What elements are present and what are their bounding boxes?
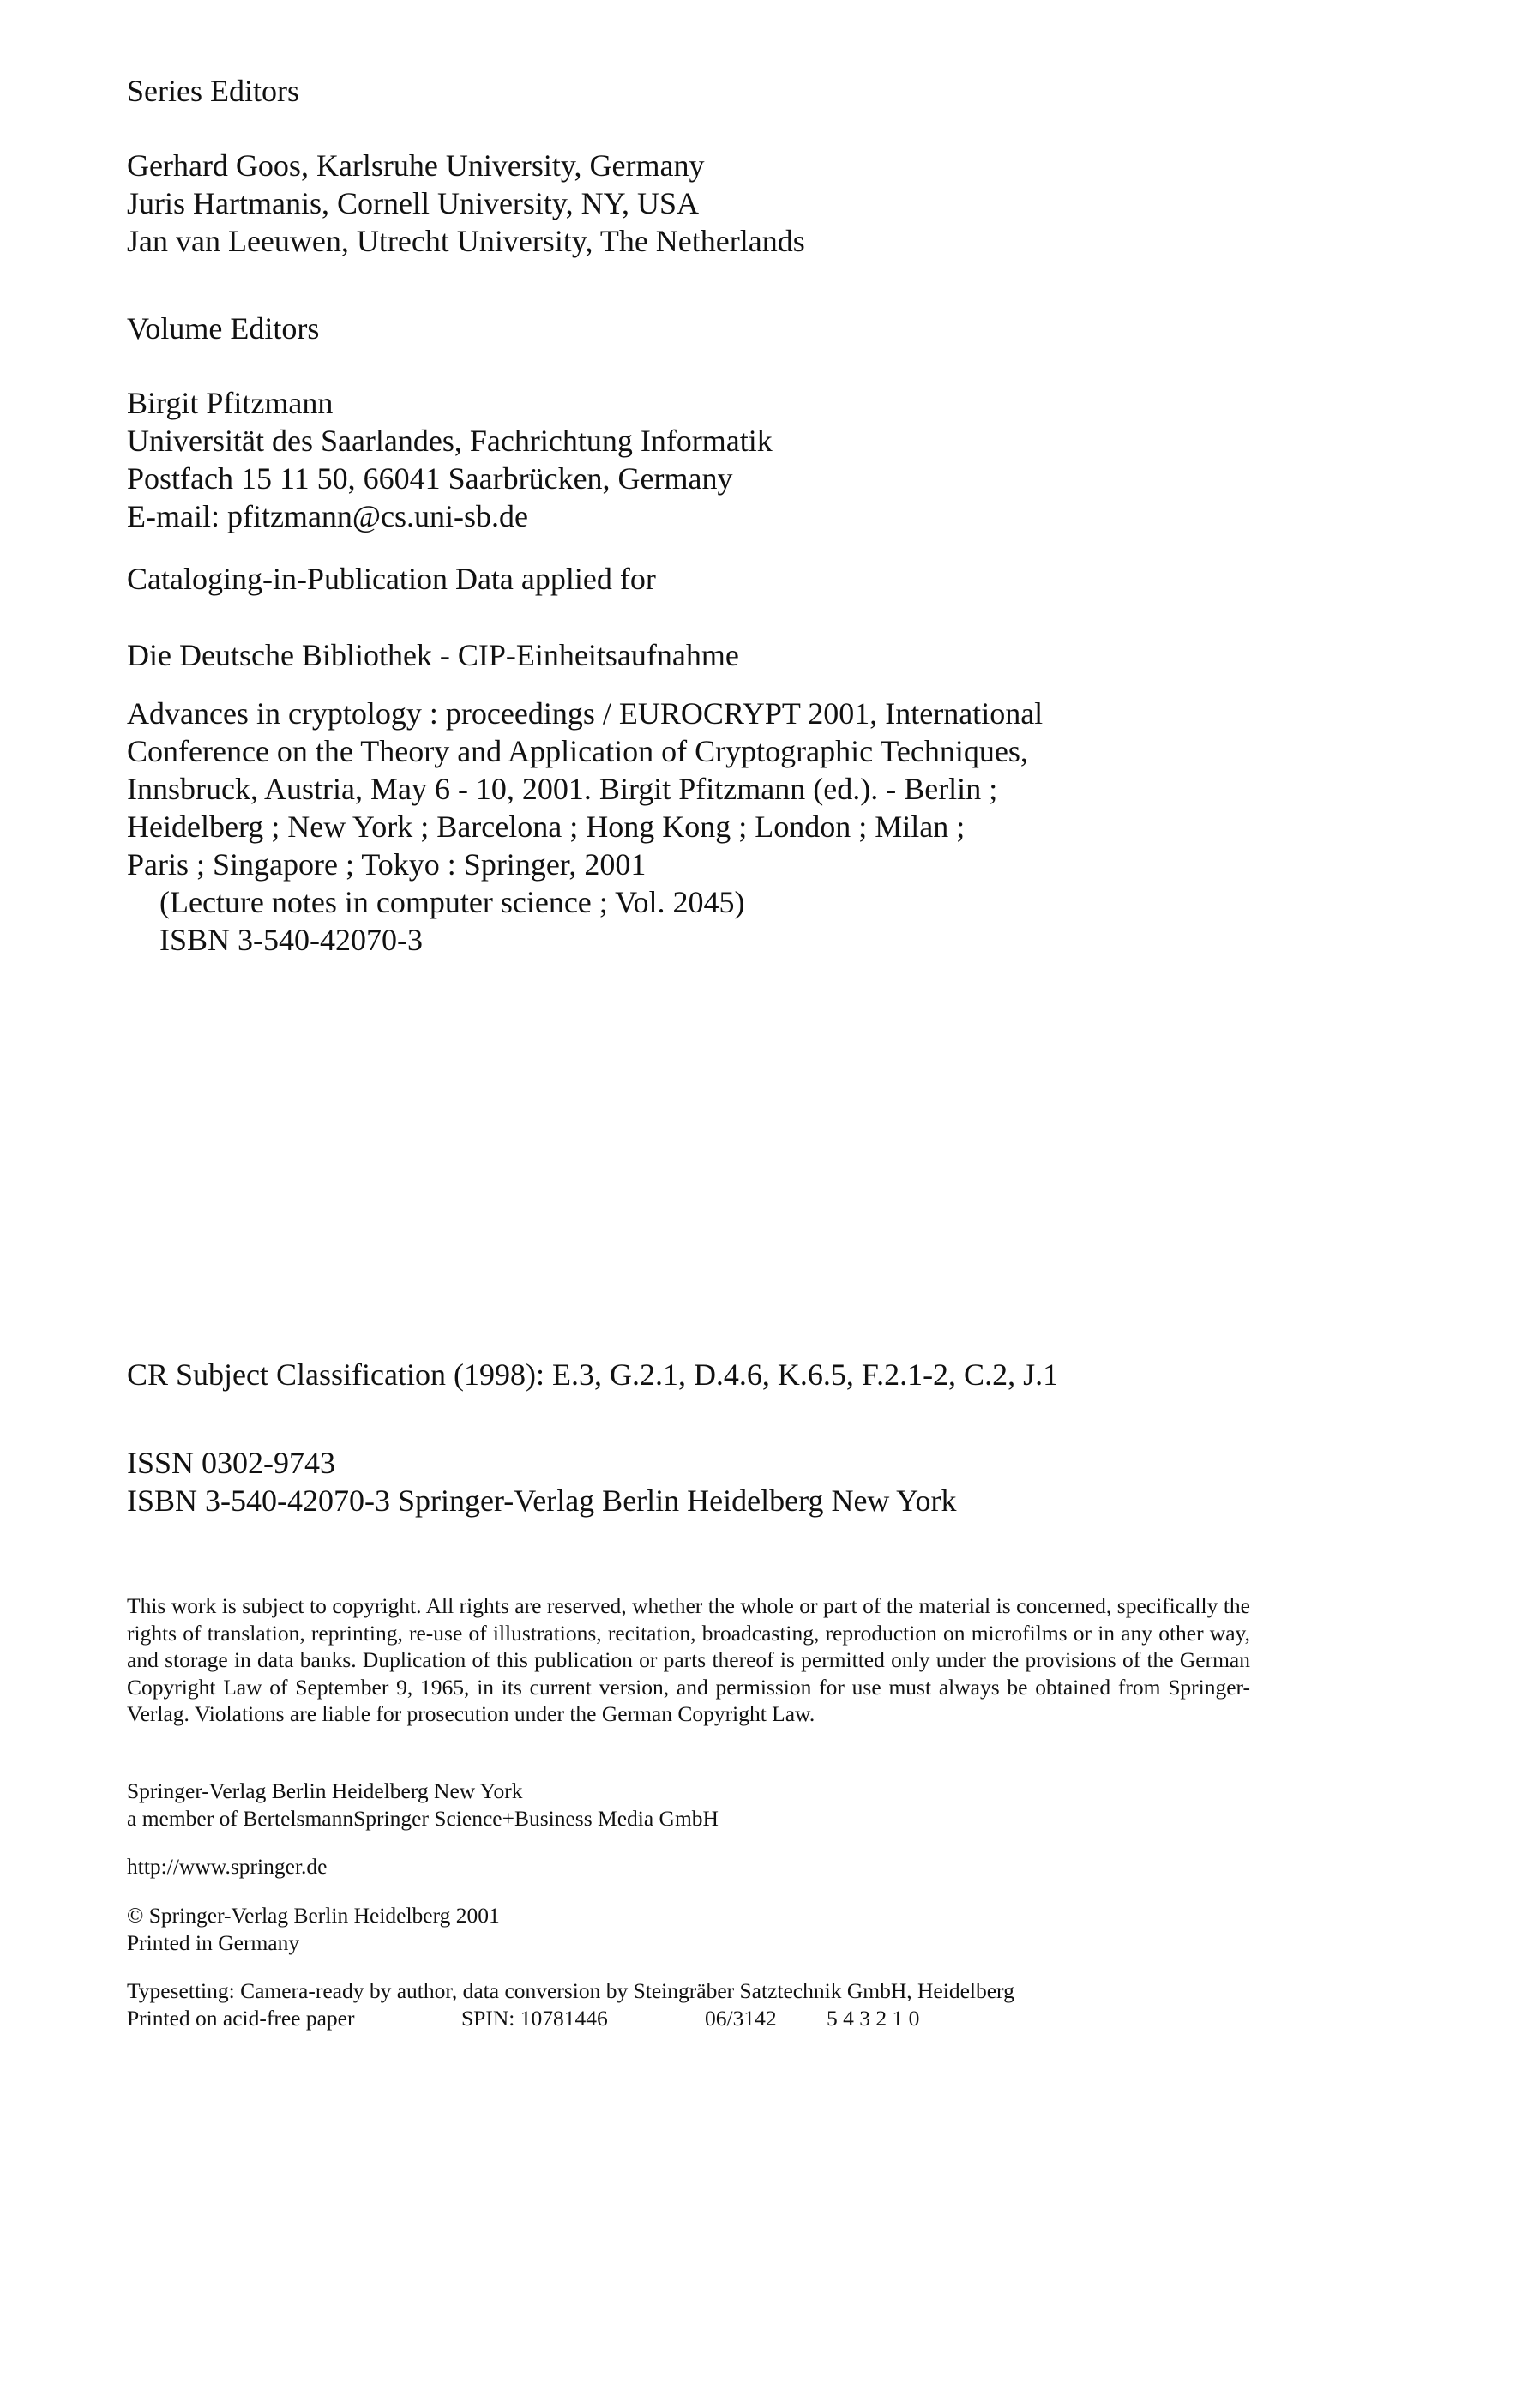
publisher-line: Springer-Verlag Berlin Heidelberg New York: [127, 1778, 523, 1803]
volume-editor-email: E-mail: pfitzmann@cs.uni-sb.de: [127, 499, 529, 533]
isbn: ISBN 3-540-42070-3 Springer-Verlag Berlin Heidelberg New York: [127, 1483, 957, 1518]
identifiers: [127, 1444, 956, 1519]
cr-subject-classification: CR Subject Classification (1998): E.3, G.2.1, D.4.6, K.6.5, F.2.1-2, C.2, J.1: [127, 1357, 1059, 1392]
production-info: [127, 1977, 1250, 2031]
cip-entry-line: Innsbruck, Austria, May 6 - 10, 2001. Birgit Pfitzmann (ed.). - Berlin ;: [127, 772, 998, 806]
volume-editor-postal: Postfach 15 11 50, 66041 Saarbrücken, Germany: [127, 461, 733, 496]
series-editor-goos: Gerhard Goos, Karlsruhe University, Germany: [127, 148, 705, 183]
series-editors-heading: Series Editors: [127, 74, 299, 108]
print-code: 06/3142: [705, 2005, 777, 2031]
publisher-info: [127, 1778, 1250, 1832]
cip-entry: [127, 695, 1043, 959]
series-editor-hartmanis: Juris Hartmanis, Cornell University, NY, USA: [127, 186, 699, 220]
cip-library: Die Deutsche Bibliothek - CIP-Einheitsaufnahme: [127, 638, 739, 672]
copyright-notice: This work is subject to copyright. All rights are reserved, whether the whole or part of the material is concerned, specifically the rights of translation, reprinting, re-use of illustrations, recitation, broadcasting, reproduction on microfilms or in any other way, and storage in data banks. Duplication of this publication or parts thereof is permitted only under the provisions of the German Copyright Law of September 9, 1965, in its current version, and permission for use must always be obtained from Springer-Verlag. Violations are liable for prosecution under the German Copyright Law.: [127, 1593, 1250, 1726]
copyright-info: [127, 1902, 1250, 1956]
printing-details: [127, 2005, 1250, 2032]
spin-number: SPIN: 10781446: [461, 2005, 608, 2031]
typesetting-line: Typesetting: Camera-ready by author, data conversion by Steingräber Satztechnik GmbH, Heidelberg: [127, 1978, 1014, 2003]
printed-in-line: Printed in Germany: [127, 1929, 300, 1955]
copyright-line: © Springer-Verlag Berlin Heidelberg 2001: [127, 1903, 500, 1928]
volume-editor-name: Birgit Pfitzmann: [127, 386, 334, 420]
cip-entry-line: Advances in cryptology : proceedings / EUROCRYPT 2001, International: [127, 696, 1044, 731]
issn: ISSN 0302-9743: [127, 1446, 336, 1480]
volume-editor-address: [127, 384, 773, 535]
series-editors-list: [127, 147, 805, 260]
series-editor-van-leeuwen: Jan van Leeuwen, Utrecht University, The Netherlands: [127, 224, 805, 258]
publisher-member-line: a member of BertelsmannSpringer Science+Business Media GmbH: [127, 1805, 719, 1831]
acid-free-paper: Printed on acid-free paper: [127, 2005, 355, 2031]
cip-entry-line: Heidelberg ; New York ; Barcelona ; Hong Kong ; London ; Milan ;: [127, 809, 966, 844]
cip-entry-line: Paris ; Singapore ; Tokyo : Springer, 2001: [127, 847, 647, 882]
cip-series: (Lecture notes in computer science ; Vol. 2045): [159, 885, 745, 919]
cip-entry-line: Conference on the Theory and Application of Cryptographic Techniques,: [127, 734, 1028, 768]
volume-editor-institution: Universität des Saarlandes, Fachrichtung Informatik: [127, 424, 773, 458]
printing-sequence: 5 4 3 2 1 0: [827, 2005, 920, 2031]
cip-applied: Cataloging-in-Publication Data applied for: [127, 562, 656, 596]
volume-editors-heading: Volume Editors: [127, 311, 320, 346]
publisher-url: http://www.springer.de: [127, 1854, 328, 1879]
cip-isbn: ISBN 3-540-42070-3: [159, 923, 423, 957]
